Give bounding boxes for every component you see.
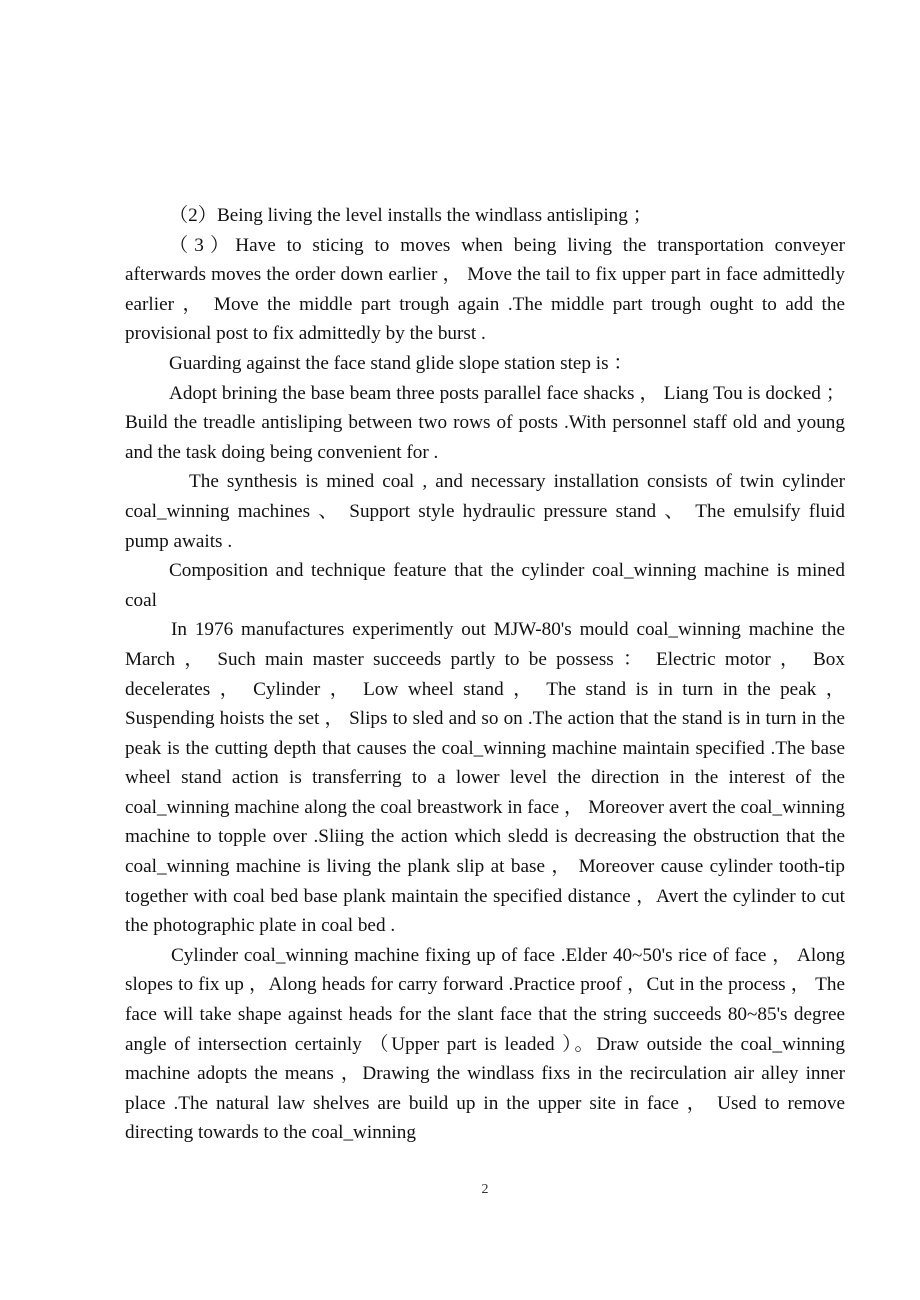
body-text	[125, 201, 845, 1148]
page-number: 2	[481, 1182, 489, 1197]
paragraph-synthesis: The synthesis is mined coal , and necessary installation consists of twin cylinder coal_winning machines 、 Support style hydraulic pressure stand 、 The emulsify fluid pump awaits .	[125, 471, 845, 552]
paragraph-item-3: （3）Have to sticing to moves when being living the transportation conveyer afterwards moves the order down earlier ， Move the tail to fix upper part in face admittedly earlier ， Move the middle part trough again .The middle part trough ought to add the provisional post to fix admittedly by the burst .	[125, 234, 845, 345]
paragraph-fixing-up: Cylinder coal_winning machine fixing up of face .Elder 40~50's rice of face ， Along slopes to fix up ，Along heads for carry forward .Practice proof ，Cut in the process ， The face will take shape against heads for the slant face that the string succeeds 80~85's degree angle of intersection certainly （Upper part is leaded ）。Draw outside the coal_winning machine adopts the means ，Drawing the windlass fixs in the recirculation air alley inner place .The natural law shelves are build up in the upper site in face ， Used to remove directing towards to the coal_winning	[125, 944, 845, 1144]
paragraph-base-beam: Adopt brining the base beam three posts parallel face shacks ， Liang Tou is docked ； Build the treadle antisliping between two rows of posts .With personnel staff old and young and the task doing being convenient for .	[125, 382, 845, 463]
paragraph-item-2: （2）Being living the level installs the windlass antisliping ；	[169, 205, 652, 226]
paragraph-face-stand-glide: Guarding against the face stand glide slope station step is ：	[169, 352, 633, 374]
paragraph-composition: Composition and technique feature that the cylinder coal_winning machine is mined coal	[125, 560, 845, 611]
paragraph-mjw80: In 1976 manufactures experimently out MJW-80's mould coal_winning machine the March ， Such main master succeeds partly to be possess ： Electric motor ， Box decelerates ， Cylinder ， Low wheel stand ， The stand is in turn in the peak ， Suspending hoists the set ， Slips to sled and so on .The action that the stand is in turn in the peak is the cutting depth that causes the coal_winning machine maintain specified .The base wheel stand action is transferring to a lower level the direction in the interest of the coal_winning machine along the coal breastwork in face ， Moreover avert the coal_winning machine to topple over .Sliing the action which sledd is decreasing the obstruction that the coal_winning machine is living the plank slip at base ， Moreover cause cylinder tooth-tip together with coal bed base plank maintain the specified distance ，Avert the cylinder to cut the photographic plate in coal bed .	[125, 619, 845, 937]
